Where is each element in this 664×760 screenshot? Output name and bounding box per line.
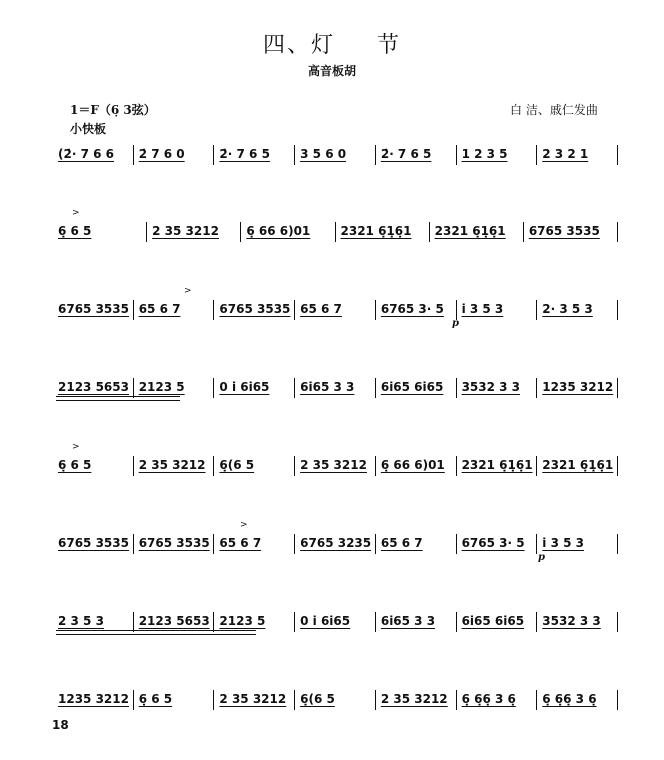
instrument-subtitle: 高音板胡 xyxy=(307,64,356,78)
measure: 6765 3535 xyxy=(58,536,129,550)
measure: 6̣(6 5 xyxy=(300,692,335,706)
title-main: 四、灯 xyxy=(262,33,335,58)
barline xyxy=(429,222,430,242)
measure: (2̇· 7 6 6 xyxy=(58,147,114,161)
barline xyxy=(375,534,376,554)
measure: 1 2 3 5 xyxy=(461,147,508,161)
measure: 6̣(6 5 xyxy=(219,458,255,472)
barline xyxy=(213,145,214,165)
measure: 2321 6̣1̣6̣1 xyxy=(340,224,412,238)
measure: i 3 5 3 xyxy=(542,536,584,550)
phrase-line xyxy=(56,634,256,635)
measure: 3532 3 3 xyxy=(542,614,601,628)
measure: 2123 5653 xyxy=(138,614,210,628)
barline xyxy=(294,456,295,476)
page-number: 18 xyxy=(52,718,69,732)
barline xyxy=(213,690,214,710)
measure: 2123 5 xyxy=(219,614,266,628)
measure: 6̣ 6 5 xyxy=(138,692,173,706)
measure: 6765 3535 xyxy=(58,302,129,316)
composer-credit: 白 洁、戚仁发曲 xyxy=(510,103,598,117)
measure: 6̣ 6̣6̣ 3 6̣ xyxy=(542,692,597,706)
measure: 2321 6̣1̣6̣1 xyxy=(461,458,533,472)
measure: 65 6 7 xyxy=(219,536,262,550)
barline xyxy=(335,222,336,242)
barline xyxy=(375,690,376,710)
measure: 6i65 3 3 xyxy=(380,614,436,628)
barline xyxy=(617,145,618,165)
barline xyxy=(213,612,214,632)
accent-mark: > xyxy=(72,442,80,452)
barline xyxy=(536,378,537,398)
barline xyxy=(536,534,537,554)
phrase-line xyxy=(56,630,256,631)
measure: 2̇ 7 6 0 xyxy=(138,147,185,161)
barline xyxy=(213,534,214,554)
barline xyxy=(240,222,241,242)
title-second: 节 xyxy=(377,33,402,58)
accent-mark: > xyxy=(72,208,80,218)
measure: 6̣ 6̣6̣ 3 6̣ xyxy=(461,692,516,706)
measure: 6i65 3 3 xyxy=(300,380,355,394)
measure: 6̣ 66 6)01 xyxy=(246,224,311,238)
measure: 6765 3535 xyxy=(528,224,600,238)
measure: 2 35 3212 xyxy=(380,692,448,706)
barline xyxy=(294,534,295,554)
barline xyxy=(294,145,295,165)
barline xyxy=(617,690,618,710)
measure: 2321 6̣1̣6̣1 xyxy=(542,458,614,472)
barline xyxy=(456,612,457,632)
score-row xyxy=(52,442,618,480)
barline xyxy=(617,378,618,398)
measure: 6765 3535 xyxy=(138,536,210,550)
barline xyxy=(294,690,295,710)
measure: 6i65 6i65 xyxy=(380,380,444,394)
barline xyxy=(617,612,618,632)
measure: 2321 6̣1̣6̣1 xyxy=(434,224,506,238)
measure: 6̣ 66 6)01 xyxy=(380,458,445,472)
barline xyxy=(133,612,134,632)
barline xyxy=(536,690,537,710)
page-title xyxy=(0,28,664,59)
measure: 1235 3212 xyxy=(58,692,129,706)
measure: 2 3 2 1 xyxy=(542,147,589,161)
barline xyxy=(456,145,457,165)
barline xyxy=(375,145,376,165)
phrase-line xyxy=(56,400,180,401)
measure: 6̣ 6 5 xyxy=(58,224,92,238)
measure: 6765 3235 xyxy=(300,536,372,550)
measure: 6765 3· 5 xyxy=(461,536,525,550)
barline xyxy=(133,378,134,398)
measure: 3532 3 3 xyxy=(461,380,521,394)
barline xyxy=(213,300,214,320)
score-row xyxy=(52,208,618,246)
barline xyxy=(456,456,457,476)
tempo-marking: 小快板 xyxy=(70,122,107,136)
barline xyxy=(617,534,618,554)
score-row xyxy=(52,610,618,636)
barline xyxy=(536,612,537,632)
measure: 0 i 6i65 xyxy=(219,380,270,394)
dynamic-piano: p xyxy=(538,552,545,563)
measure: 2̇· 7 6 5 xyxy=(219,147,270,161)
score-row xyxy=(52,143,618,169)
barline xyxy=(133,690,134,710)
accent-mark: > xyxy=(184,286,192,296)
measure: 0 i 6i65 xyxy=(300,614,351,628)
barline xyxy=(375,300,376,320)
barline xyxy=(133,456,134,476)
measure: 2 3 5 3 xyxy=(58,614,104,628)
score-row xyxy=(52,376,618,402)
measure: 65 6 7 xyxy=(300,302,342,316)
barline xyxy=(294,612,295,632)
measure: 2 35 3212 xyxy=(300,458,367,472)
score-row xyxy=(52,688,618,714)
accent-mark: > xyxy=(240,520,248,530)
barline xyxy=(133,534,134,554)
measure: 3 5 6 0 xyxy=(300,147,347,161)
barline xyxy=(536,456,537,476)
barline xyxy=(536,300,537,320)
measure: 65 6 7 xyxy=(138,302,181,316)
barline xyxy=(456,534,457,554)
barline xyxy=(294,378,295,398)
barline xyxy=(133,145,134,165)
phrase-line xyxy=(56,396,180,397)
barline xyxy=(213,456,214,476)
measure: 6i65 6i65 xyxy=(461,614,525,628)
measure: 2123 5653 xyxy=(58,380,129,394)
measure: 2· 3 5 3 xyxy=(542,302,593,316)
barline xyxy=(456,690,457,710)
barline xyxy=(617,300,618,320)
measure: 6765 3535 xyxy=(219,302,291,316)
barline xyxy=(294,300,295,320)
measure: 65 6 7 xyxy=(380,536,423,550)
barline xyxy=(536,145,537,165)
measure: 6̣ 6 5 xyxy=(58,458,92,472)
barline xyxy=(523,222,524,242)
barline xyxy=(617,222,618,242)
measure: 6765 3· 5 xyxy=(380,302,444,316)
barline xyxy=(375,456,376,476)
score-row xyxy=(52,520,618,563)
measure: 2 35 3212 xyxy=(138,458,206,472)
barline xyxy=(375,612,376,632)
barline xyxy=(213,378,214,398)
score-row xyxy=(52,286,618,329)
barline xyxy=(375,378,376,398)
barline xyxy=(456,378,457,398)
barline xyxy=(456,300,457,320)
measure: 2 35 3212 xyxy=(219,692,287,706)
measure: i 3 5 3 xyxy=(461,302,504,316)
barline xyxy=(133,300,134,320)
barline xyxy=(617,456,618,476)
key-signature: 1＝F（6̣ 3弦） xyxy=(70,103,156,117)
measure: 1235 3212 xyxy=(542,380,614,394)
dynamic-piano: p xyxy=(452,318,459,329)
measure: 2123 5 xyxy=(138,380,185,394)
measure: 2 35 3212 xyxy=(152,224,219,238)
barline xyxy=(146,222,147,242)
measure: 2̇· 7 6 5 xyxy=(380,147,432,161)
